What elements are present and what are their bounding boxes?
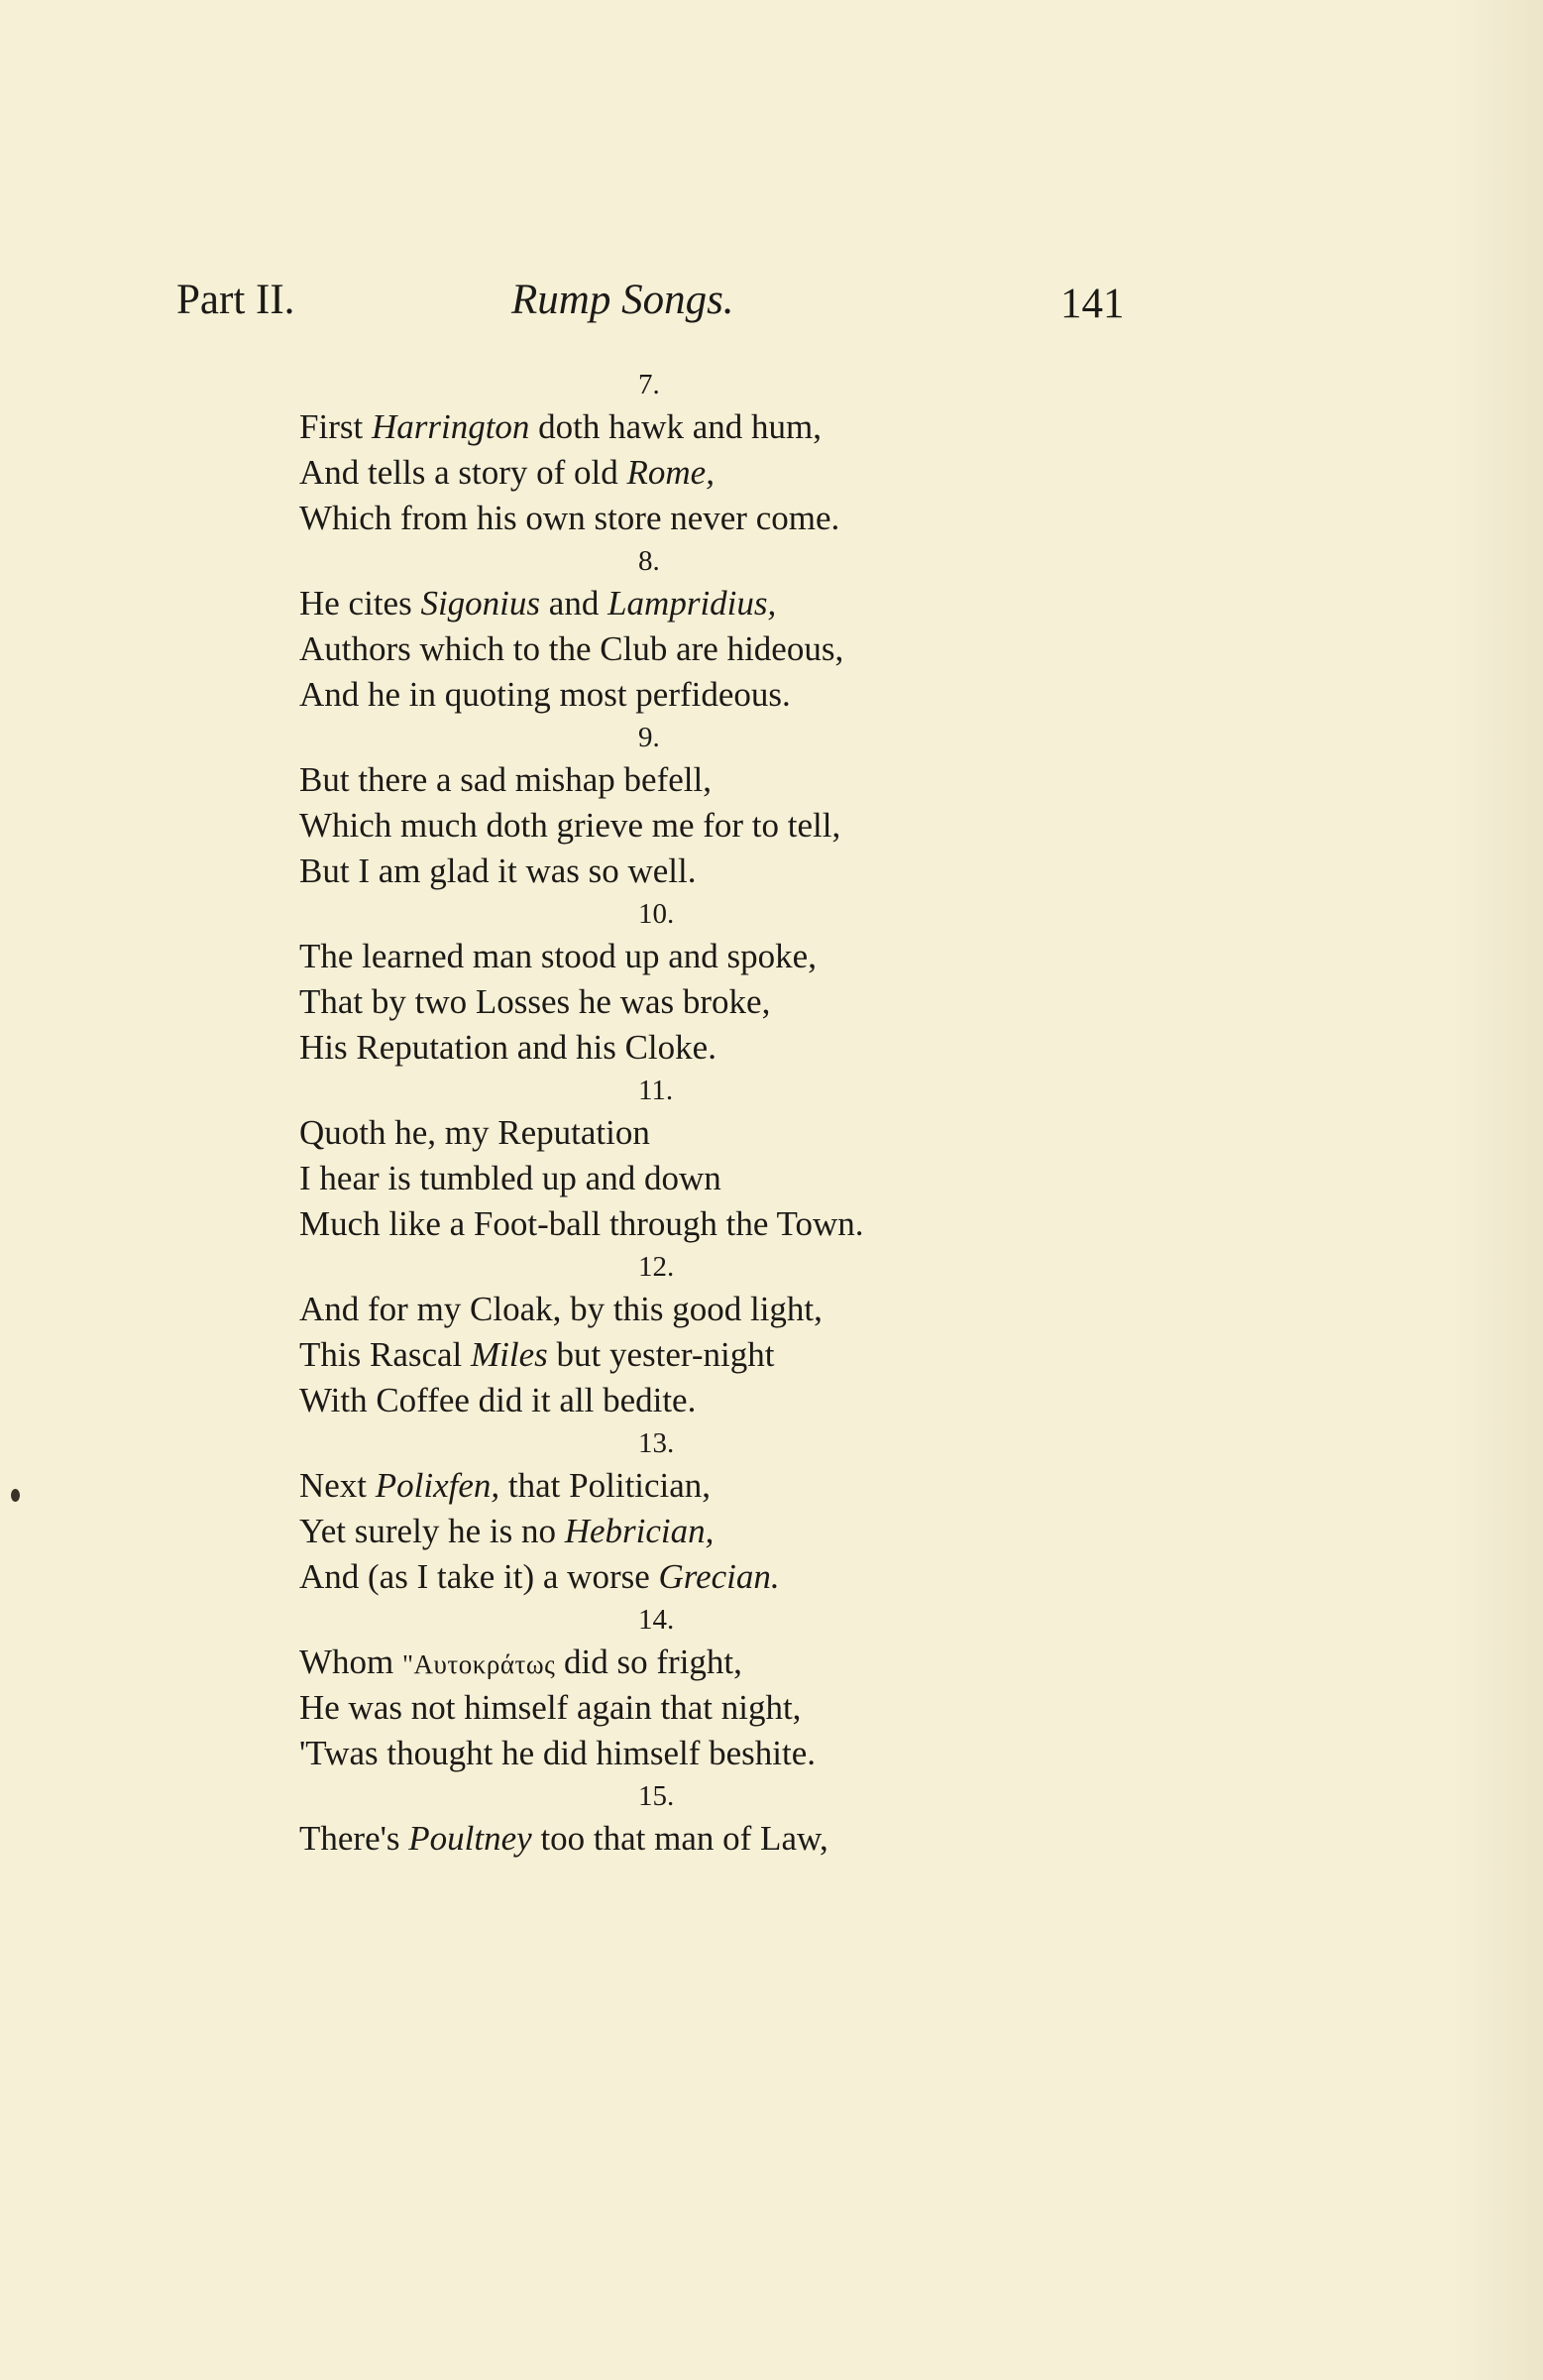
stanza-number: 13. xyxy=(638,1427,675,1459)
verse-line: 'Twas thought he did himself beshite. xyxy=(299,1734,817,1772)
verse-line: And (as I take it) a worse Grecian. xyxy=(299,1557,780,1596)
emphasis-name: Poultney xyxy=(408,1819,532,1858)
verse-line: And he in quoting most perfideous. xyxy=(299,675,791,714)
stanza-15 xyxy=(299,1776,1191,1862)
emphasis-name: Grecian. xyxy=(658,1557,780,1596)
verse-line: Next Polixfen, that Politician, xyxy=(299,1466,712,1505)
verse-line: There's Poultney too that man of Law, xyxy=(299,1819,828,1858)
page-number: 141 xyxy=(1060,281,1125,327)
verse-line: But I am glad it was so well. xyxy=(299,851,697,890)
verse-line: This Rascal Miles but yester-night xyxy=(299,1335,775,1374)
stanza-13 xyxy=(299,1423,1191,1600)
stanza-number: 15. xyxy=(638,1780,675,1812)
verse-line: I hear is tumbled up and down xyxy=(299,1159,721,1197)
running-title: Rump Songs. xyxy=(511,277,734,323)
stanza-number: 7. xyxy=(638,369,660,400)
stanza-number: 11. xyxy=(638,1075,674,1106)
emphasis-name: Miles xyxy=(471,1335,548,1374)
emphasis-name: Rome, xyxy=(626,453,715,492)
verse-line: But there a sad mishap befell, xyxy=(299,760,712,799)
running-header xyxy=(176,276,1167,335)
emphasis-name: Hebrician, xyxy=(564,1512,715,1550)
verse-line: Much like a Foot-ball through the Town. xyxy=(299,1204,864,1243)
stanza-7 xyxy=(299,365,1191,541)
stanza-10 xyxy=(299,894,1191,1071)
stanza-number: 12. xyxy=(638,1251,675,1283)
stanza-number: 14. xyxy=(638,1604,675,1636)
verse-line: He was not himself again that night, xyxy=(299,1688,802,1727)
stanza-8 xyxy=(299,541,1191,718)
verse-line: Quoth he, my Reputation xyxy=(299,1113,650,1152)
verse-line: Whom "Αυτοκράτως did so fright, xyxy=(299,1643,742,1681)
stanza-number: 10. xyxy=(638,898,675,930)
verse-line: First Harrington doth hawk and hum, xyxy=(299,407,822,446)
stanza-14 xyxy=(299,1600,1191,1776)
stanza-9 xyxy=(299,718,1191,894)
verse-line: Which much doth grieve me for to tell, xyxy=(299,806,841,845)
emphasis-name: Harrington xyxy=(371,407,530,446)
poem-body xyxy=(299,365,1191,1862)
stanza-11 xyxy=(299,1071,1191,1247)
verse-line: Authors which to the Club are hideous, xyxy=(299,629,844,668)
verse-line: His Reputation and his Cloke. xyxy=(299,1028,716,1067)
ink-speck xyxy=(11,1489,20,1502)
verse-line: With Coffee did it all bedite. xyxy=(299,1381,697,1419)
emphasis-name: Lampridius, xyxy=(607,584,777,623)
emphasis-name: Sigonius xyxy=(420,584,541,623)
verse-line: The learned man stood up and spoke, xyxy=(299,937,817,975)
verse-line: And for my Cloak, by this good light, xyxy=(299,1290,823,1328)
stanza-number: 9. xyxy=(638,722,660,753)
emphasis-name: Polixfen, xyxy=(375,1466,500,1505)
greek-word: "Αυτοκράτως xyxy=(402,1649,556,1679)
stanza-number: 8. xyxy=(638,545,660,577)
verse-line: That by two Losses he was broke, xyxy=(299,982,771,1021)
verse-line: Yet surely he is no Hebrician, xyxy=(299,1512,715,1550)
verse-line: Which from his own store never come. xyxy=(299,499,840,537)
verse-line: And tells a story of old Rome, xyxy=(299,453,715,492)
part-label: Part II. xyxy=(176,277,295,323)
verse-line: He cites Sigonius and Lampridius, xyxy=(299,584,777,623)
stanza-12 xyxy=(299,1247,1191,1423)
